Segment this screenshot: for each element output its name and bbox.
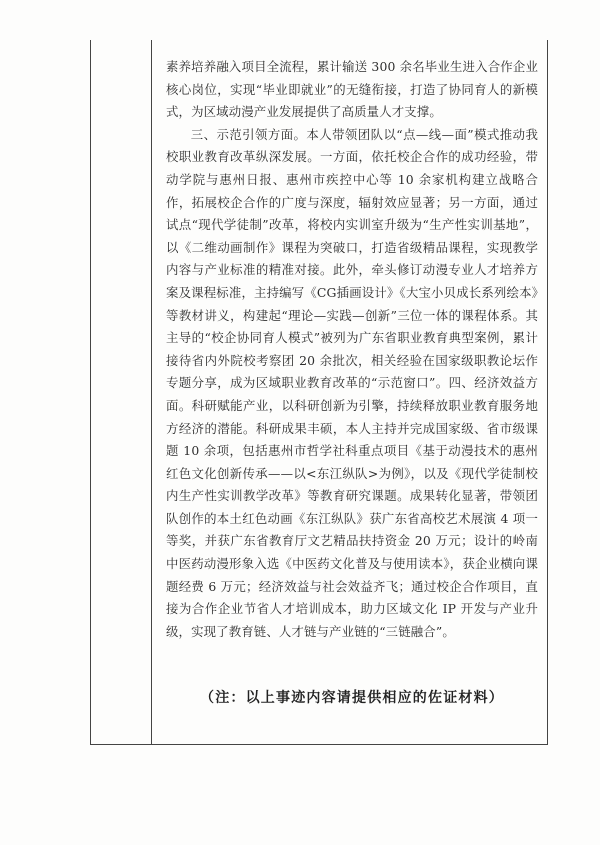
column-divider xyxy=(151,40,152,744)
achievement-text-cell xyxy=(166,56,538,643)
paragraph-continuation: 素养培养融入项目全流程，累计输送 300 余名毕业生进入合作企业核心岗位，实现“毕业即就业”的无缝衔接，打造了协同育人的新模式，为区域动漫产业发展提供了高质量人才支撑。 xyxy=(166,59,538,120)
evidence-note: （注：以上事迹内容请提供相应的佐证材料） xyxy=(200,690,504,706)
paragraph-demonstration: 三、示范引领方面。本人带领团队以“点—线—面”模式推动我校职业教育改革纵深发展。一方面，依托校企合作的成功经验，带动学院与惠州日报、惠州市疾控中心等 10 余家机构建立战略合作，拓展校企合作的广度与深度，辐射效应显著；另一方面，通过试点“现代学徒制”改革，将校内实训室升级为“生产性实训基地”，以《二维动画制作》课程为突破口，打造省级精品课程，实现教学内容与产业标准的精准对接。此外，牵头修订动漫专业人才培养方案及课程标准，主持编写《CG插画设计》《大宝小贝成长系列绘本》等教材讲义，构建起“理论—实践—创新”三位一体的课程体系。其主导的“校企协同育人模式”被列为广东省职业教育典型案例，累计接待省内外院校考察团 20 余批次，相关经验在国家级职教论坛作专题分享，成为区域职业教育改革的“示范窗口”。四、经济效益方面。科研赋能产业，以科研创新为引擎，持续释放职业教育服务地方经济的潜能。科研成果丰硕，本人主持并完成国家级、省市级课题 10 余项，包括惠州市哲学社科重点项目《基于动漫技术的惠州红色文化创新传承——以<东江纵队>为例》，以及《现代学徒制校内生产性实训教学改革》等教育研究课题。成果转化显著，带领团队创作的本土红色动画《东江纵队》获广东省高校艺术展演 4 项一等奖，并获广东省教育厅文艺精品扶持资金 20 万元；设计的岭南中医药动漫形象入选《中医药文化普及与使用读本》，获企业横向课题经费 6 万元；经济效益与社会效益齐飞；通过校企合作项目，直接为合作企业节省人才培训成本，助力区域文化 IP 开发与产业升级，实现了教育链、人才链与产业链的“三链融合”。 xyxy=(166,126,538,639)
